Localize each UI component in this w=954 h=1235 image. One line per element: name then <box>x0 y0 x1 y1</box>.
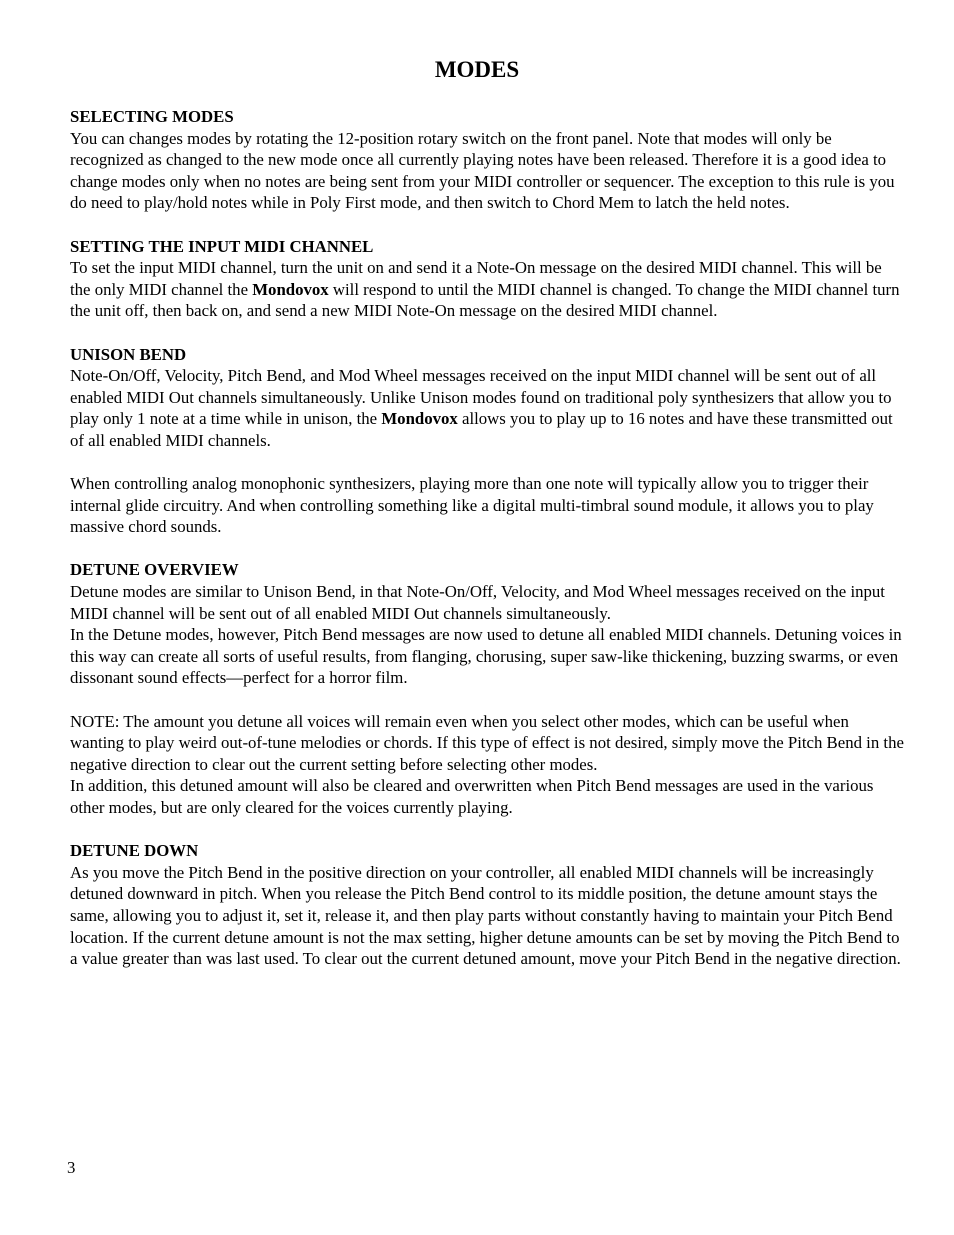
product-name: Mondovox <box>381 409 458 429</box>
paragraph <box>70 257 905 322</box>
section-unison-bend <box>70 344 905 538</box>
section-setting-input-midi-channel <box>70 236 905 322</box>
section-heading: SETTING THE INPUT MIDI CHANNEL <box>70 236 374 256</box>
paragraph: When controlling analog monophonic synthesizers, playing more than one note will typically allow you to trigger their internal glide circuitry. And when controlling something like a digital multi-timbral sound module, it allows you to play massive chord sounds. <box>70 474 874 537</box>
page-number: 3 <box>67 1158 76 1177</box>
paragraph: Detune modes are similar to Unison Bend, in that Note-On/Off, Velocity, and Mod Wheel messages received on the input MIDI channel will be sent out of all enabled MIDI Out channels simultaneously. <box>70 582 885 623</box>
note-paragraph: NOTE: The amount you detune all voices will remain even when you select other modes, which can be useful when wanting to play weird out-of-tune melodies or chords. If this type of effect is not desired, simply move the Pitch Bend in the negative direction to clear out the current setting before selecting other modes. <box>70 711 904 774</box>
paragraph: In addition, this detuned amount will also be cleared and overwritten when Pitch Bend messages are used in the various other modes, but are only cleared for the voices currently playing. <box>70 776 874 817</box>
section-selecting-modes <box>70 106 905 214</box>
document-body <box>70 106 905 991</box>
paragraph-text: To set the input MIDI channel, turn the unit on and send it a Note-On message on the desired MIDI channel. This will be the only MIDI channel the <box>70 258 882 299</box>
page-title: MODES <box>434 57 520 82</box>
paragraph: You can changes modes by rotating the 12-position rotary switch on the front panel. Note that modes will only be recognized as changed to the new mode once all currently playing notes have been released. Therefore it is a good idea to change modes only when no notes are being sent from your MIDI controller or sequencer. The exception to this rule is you do need to play/hold notes while in Poly First mode, and then switch to Chord Mem to latch the held notes. <box>70 128 895 213</box>
paragraph: In the Detune modes, however, Pitch Bend messages are now used to detune all enabled MIDI channels. Detuning voices in this way can create all sorts of useful results, from flanging, chorusing, super saw-like thickening, buzzing swarms, or even dissonant sound effects—perfect for a horror film. <box>70 625 902 688</box>
section-heading: DETUNE OVERVIEW <box>70 560 239 580</box>
paragraph: As you move the Pitch Bend in the positive direction on your controller, all enabled MIDI channels will be increasingly detuned downward in pitch. When you release the Pitch Bend control to its middle position, the detune amount stays the same, allowing you to adjust it, set it, release it, and then play parts without constantly having to maintain your Pitch Bend location. If the current detune amount is not the max setting, higher detune amounts can be set by moving the Pitch Bend to a value greater than was last used. To clear out the current detuned amount, move your Pitch Bend in the negative direction. <box>70 862 901 969</box>
paragraph-text: will respond to until the MIDI channel is changed. To change the MIDI channel turn the unit off, then back on, and send a new MIDI Note-On message on the desired MIDI channel. <box>70 279 900 321</box>
section-detune-overview <box>70 559 905 818</box>
paragraph <box>70 365 905 451</box>
section-detune-down <box>70 840 905 970</box>
paragraph-text: allows you to play up to 16 notes and have these transmitted out of all enabled MIDI channels. <box>70 409 893 450</box>
section-heading: DETUNE DOWN <box>70 841 199 861</box>
product-name: Mondovox <box>252 279 329 299</box>
section-heading: SELECTING MODES <box>70 107 234 126</box>
paragraph-text: Note-On/Off, Velocity, Pitch Bend, and Mod Wheel messages received on the input MIDI channel will be sent out of all enabled MIDI Out channels simultaneously. Unlike Unison modes found on traditional poly synthesizers that allow you to play only 1 note at a time while in unison, the <box>70 366 892 429</box>
section-heading: UNISON BEND <box>70 344 187 364</box>
